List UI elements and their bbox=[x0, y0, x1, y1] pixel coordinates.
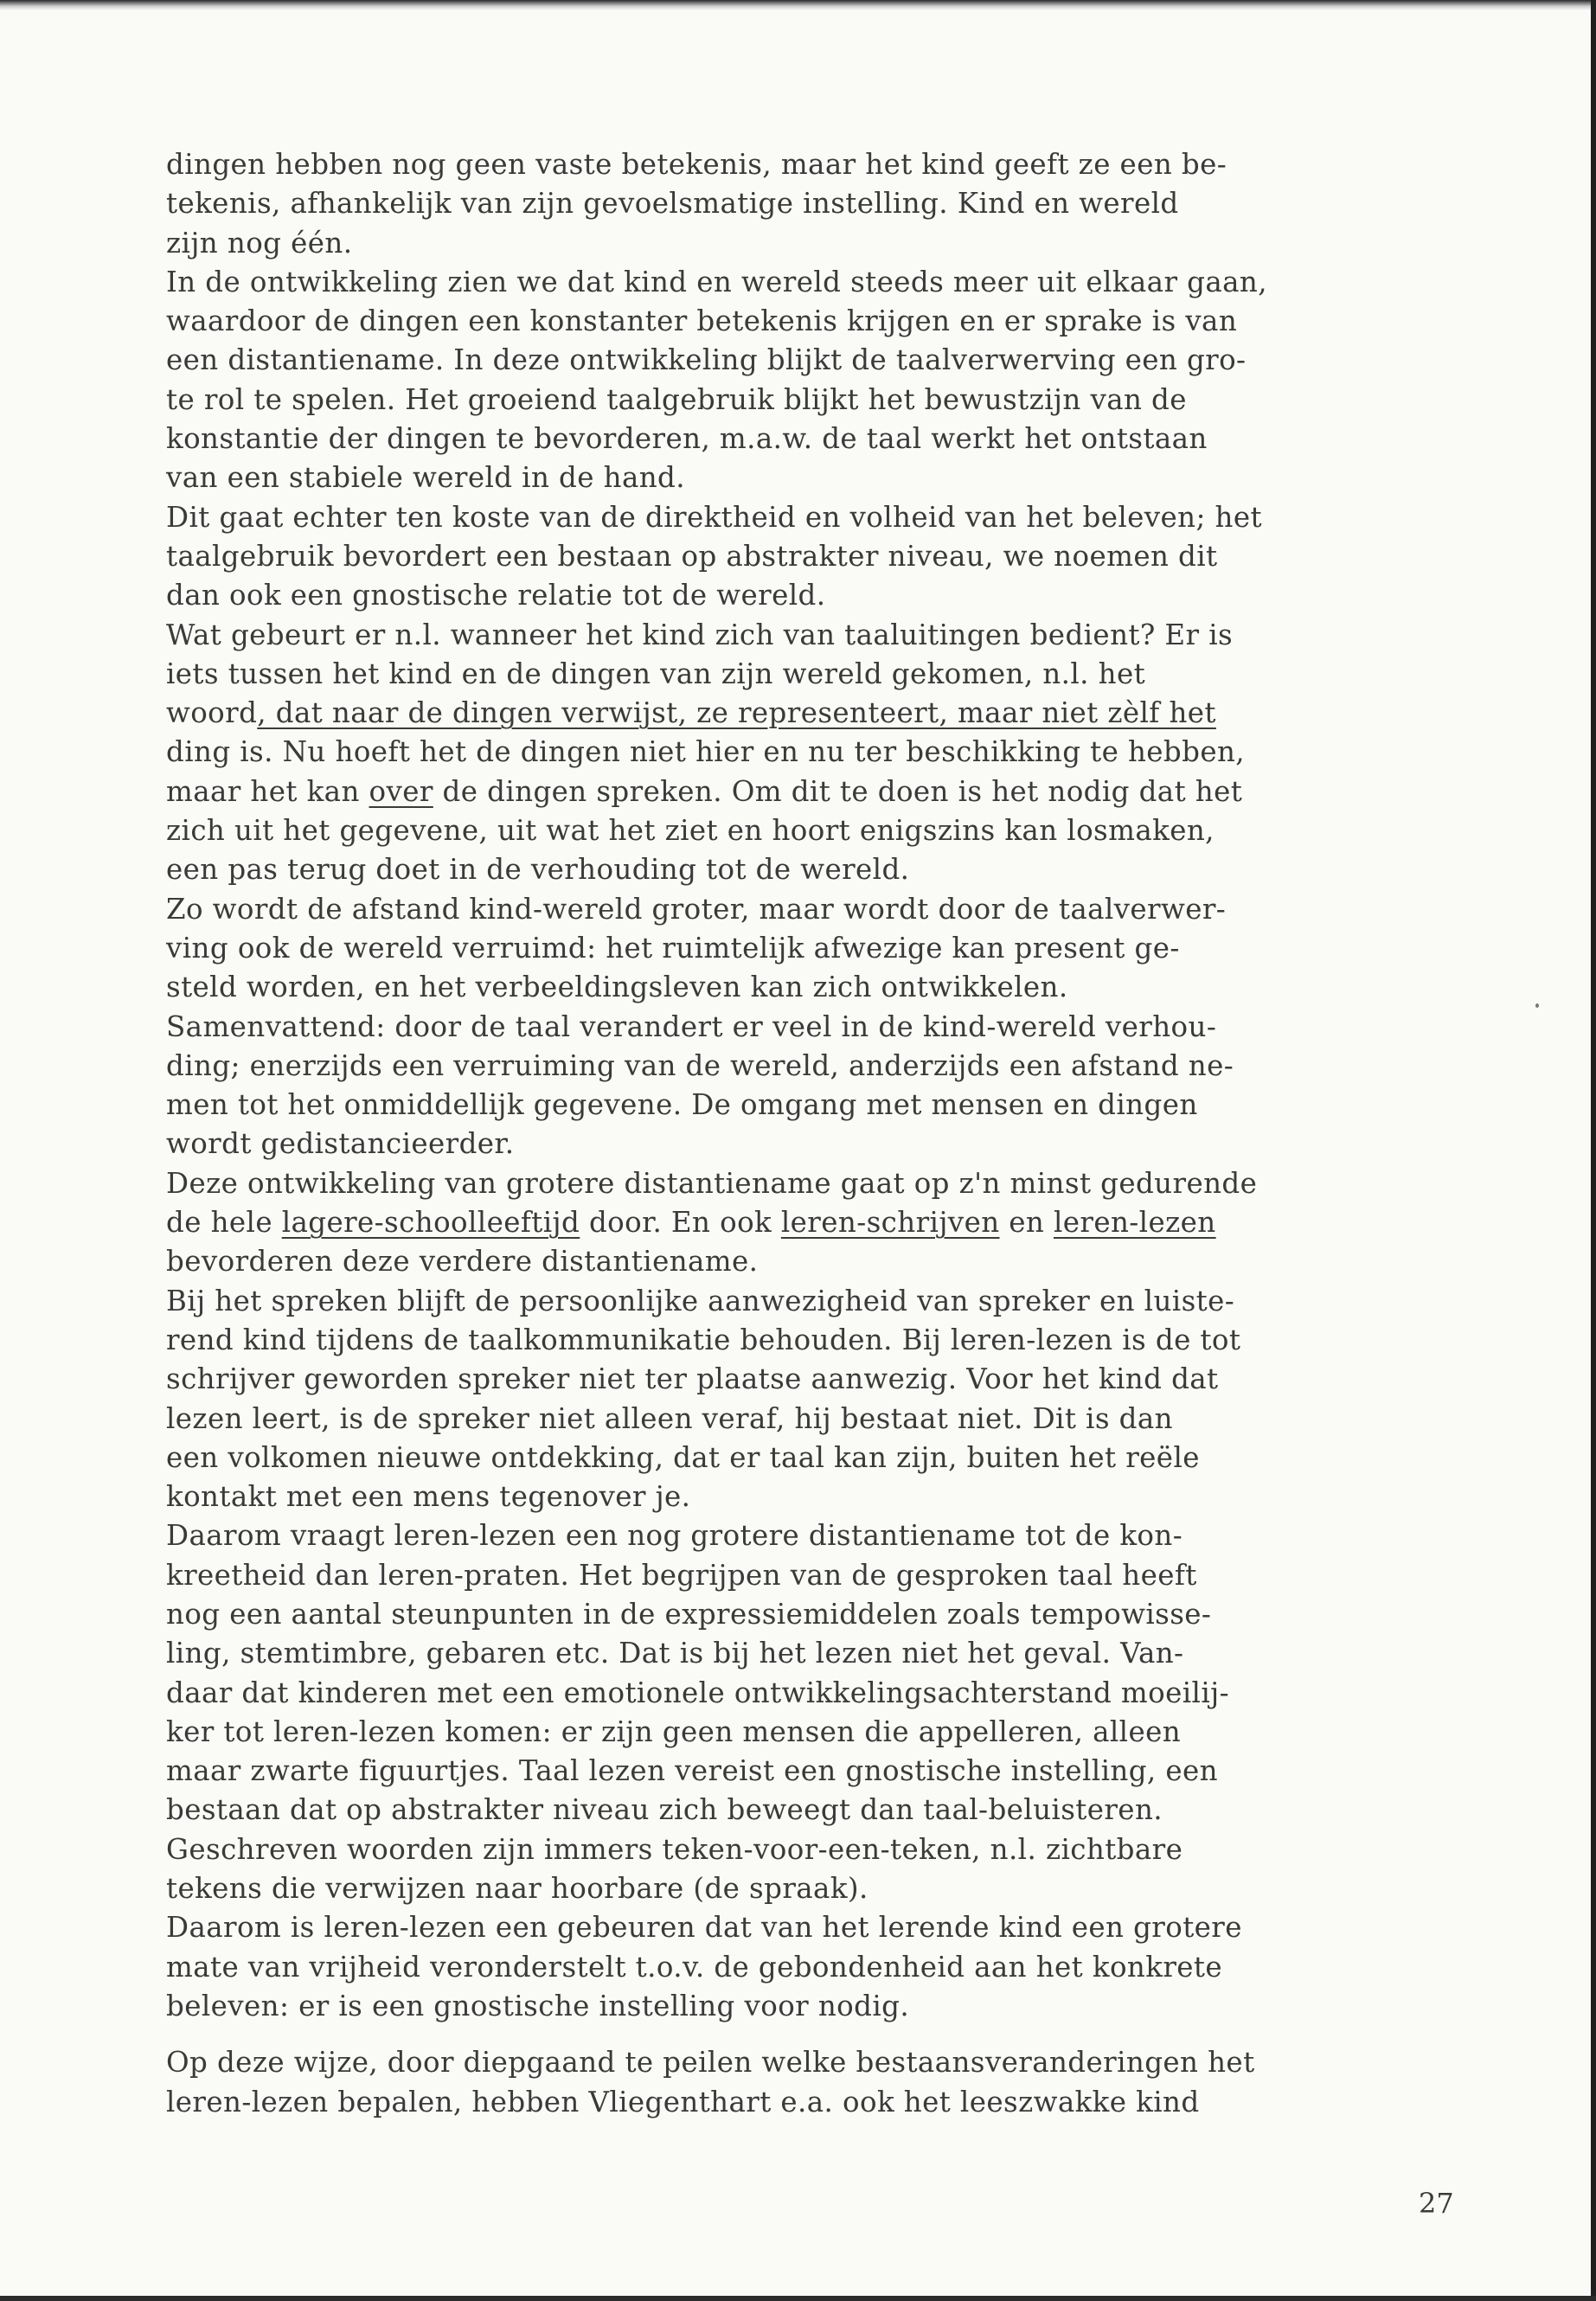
text-line: tekens die verwijzen naar hoorbare (de spraak). bbox=[166, 1872, 869, 1906]
text-line: maar zwarte figuurtjes. Taal lezen vereist een gnostische instelling, een bbox=[166, 1754, 1218, 1788]
underlined-term: lagere-schoolleeftijd bbox=[281, 1206, 580, 1240]
text-line: beleven: er is een gnostische instelling voor nodig. bbox=[166, 1989, 910, 2022]
text-line: kontakt met een mens tegenover je. bbox=[166, 1480, 691, 1514]
text-line: Zo wordt de afstand kind-wereld groter, maar wordt door de taalverwer- bbox=[166, 892, 1227, 926]
text-line: schrijver geworden spreker niet ter plaatse aanwezig. Voor het kind dat bbox=[166, 1362, 1219, 1396]
text-line: Op deze wijze, door diepgaand te peilen welke bestaansveranderingen het bbox=[166, 2046, 1255, 2080]
text-line: de hele lagere-schoolleeftijd door. En ook leren-schrijven en leren-lezen bbox=[166, 1206, 1216, 1240]
text-line: zich uit het gegevene, uit wat het ziet en hoort enigszins kan losmaken, bbox=[166, 814, 1215, 848]
text-line: daar dat kinderen met een emotionele ontwikkelingsachterstand moeilij- bbox=[166, 1676, 1229, 1709]
text-line: Samenvattend: door de taal verandert er veel in de kind-wereld verhou- bbox=[166, 1009, 1217, 1043]
text-line: dingen hebben nog geen vaste betekenis, maar het kind geeft ze een be- bbox=[166, 148, 1227, 181]
text-line: lezen leert, is de spreker niet alleen veraf, hij bestaat niet. Dit is dan bbox=[166, 1401, 1173, 1435]
text-line: wordt gedistancieerder. bbox=[166, 1127, 515, 1161]
underlined-term: leren-lezen bbox=[1053, 1206, 1216, 1240]
text-line: Dit gaat echter ten koste van de direktheid en volheid van het beleven; het bbox=[166, 500, 1262, 534]
scan-edge-right bbox=[1591, 0, 1596, 2301]
text-line: iets tussen het kind en de dingen van zijn wereld gekomen, n.l. het bbox=[166, 657, 1146, 690]
scan-edge-top bbox=[0, 0, 1596, 10]
text-line: Daarom vraagt leren-lezen een nog grotere distantiename tot de kon- bbox=[166, 1519, 1183, 1553]
scan-speck bbox=[1535, 1003, 1539, 1008]
text-line: ding; enerzijds een verruiming van de wereld, anderzijds een afstand ne- bbox=[166, 1048, 1234, 1082]
text-line: Deze ontwikkeling van grotere distantiename gaat op z'n minst gedurende bbox=[166, 1166, 1258, 1200]
text-line: ling, stemtimbre, gebaren etc. Dat is bij het lezen niet het geval. Van- bbox=[166, 1637, 1184, 1670]
text-line: waardoor de dingen een konstanter betekenis krijgen en er sprake is van bbox=[166, 304, 1238, 338]
text-line: ving ook de wereld verruimd: het ruimtelijk afwezige kan present ge- bbox=[166, 931, 1180, 965]
text-line: een pas terug doet in de verhouding tot de wereld. bbox=[166, 853, 910, 887]
text-line: van een stabiele wereld in de hand. bbox=[166, 461, 685, 495]
text-line: taalgebruik bevordert een bestaan op abstrakter niveau, we noemen dit bbox=[166, 539, 1218, 573]
paragraph-gap bbox=[166, 2026, 1481, 2043]
text-line: dan ook een gnostische relatie tot de wereld. bbox=[166, 579, 826, 612]
text-line: leren-lezen bepalen, hebben Vliegenthart e.a. ook het leeszwakke kind bbox=[166, 2085, 1200, 2118]
page-number: 27 bbox=[1419, 2187, 1454, 2220]
scan-edge-bottom bbox=[0, 2296, 1596, 2301]
underlined-term: leren-schrijven bbox=[780, 1206, 1000, 1240]
text-line: woord, dat naar de dingen verwijst, ze representeert, maar niet zèlf het bbox=[166, 696, 1216, 730]
text-line: ker tot leren-lezen komen: er zijn geen mensen die appelleren, alleen bbox=[166, 1715, 1182, 1748]
text-line: Wat gebeurt er n.l. wanneer het kind zich van taaluitingen bedient? Er is bbox=[166, 618, 1234, 651]
text-line: ding is. Nu hoeft het de dingen niet hier en nu ter beschikking te hebben, bbox=[166, 735, 1246, 769]
text-line: bestaan dat op abstrakter niveau zich beweegt dan taal-beluisteren. bbox=[166, 1793, 1163, 1827]
text-line: tekenis, afhankelijk van zijn gevoelsmatige instelling. Kind en wereld bbox=[166, 187, 1179, 221]
text-line: Daarom is leren-lezen een gebeuren dat van het lerende kind een grotere bbox=[166, 1911, 1242, 1945]
text-line: steld worden, en het verbeeldingsleven kan zich ontwikkelen. bbox=[166, 971, 1068, 1004]
text-line: men tot het onmiddellijk gegevene. De omgang met mensen en dingen bbox=[166, 1088, 1198, 1122]
text-line: nog een aantal steunpunten in de expressiemiddelen zoals tempowisse- bbox=[166, 1597, 1212, 1631]
text-line: In de ontwikkeling zien we dat kind en wereld steeds meer uit elkaar gaan, bbox=[166, 265, 1267, 298]
text-line: konstantie der dingen te bevorderen, m.a.w. de taal werkt het ontstaan bbox=[166, 422, 1208, 456]
text-line: een volkomen nieuwe ontdekking, dat er taal kan zijn, buiten het reële bbox=[166, 1440, 1200, 1474]
underlined-term: over bbox=[369, 774, 433, 808]
text-line: mate van vrijheid veronderstelt t.o.v. de gebondenheid aan het konkrete bbox=[166, 1950, 1223, 1984]
text-line: rend kind tijdens de taalkommunikatie behouden. Bij leren-lezen is de tot bbox=[166, 1323, 1241, 1356]
text-line: maar het kan over de dingen spreken. Om dit te doen is het nodig dat het bbox=[166, 774, 1243, 808]
text-line: een distantiename. In deze ontwikkeling blijkt de taalverwerving een gro- bbox=[166, 343, 1247, 377]
text-line: bevorderen deze verdere distantiename. bbox=[166, 1245, 759, 1279]
text-line: zijn nog één. bbox=[166, 226, 353, 260]
underlined-term: , dat naar de dingen verwijst, ze representeert, maar niet zèlf het bbox=[257, 696, 1216, 730]
body-text bbox=[166, 145, 1481, 2122]
text-line: te rol te spelen. Het groeiend taalgebruik blijkt het bewustzijn van de bbox=[166, 382, 1187, 416]
text-line: Bij het spreken blijft de persoonlijke aanwezigheid van spreker en luiste- bbox=[166, 1284, 1235, 1317]
text-line: kreetheid dan leren-praten. Het begrijpen van de gesproken taal heeft bbox=[166, 1558, 1197, 1592]
text-line: Geschreven woorden zijn immers teken-voor-een-teken, n.l. zichtbare bbox=[166, 1832, 1183, 1866]
